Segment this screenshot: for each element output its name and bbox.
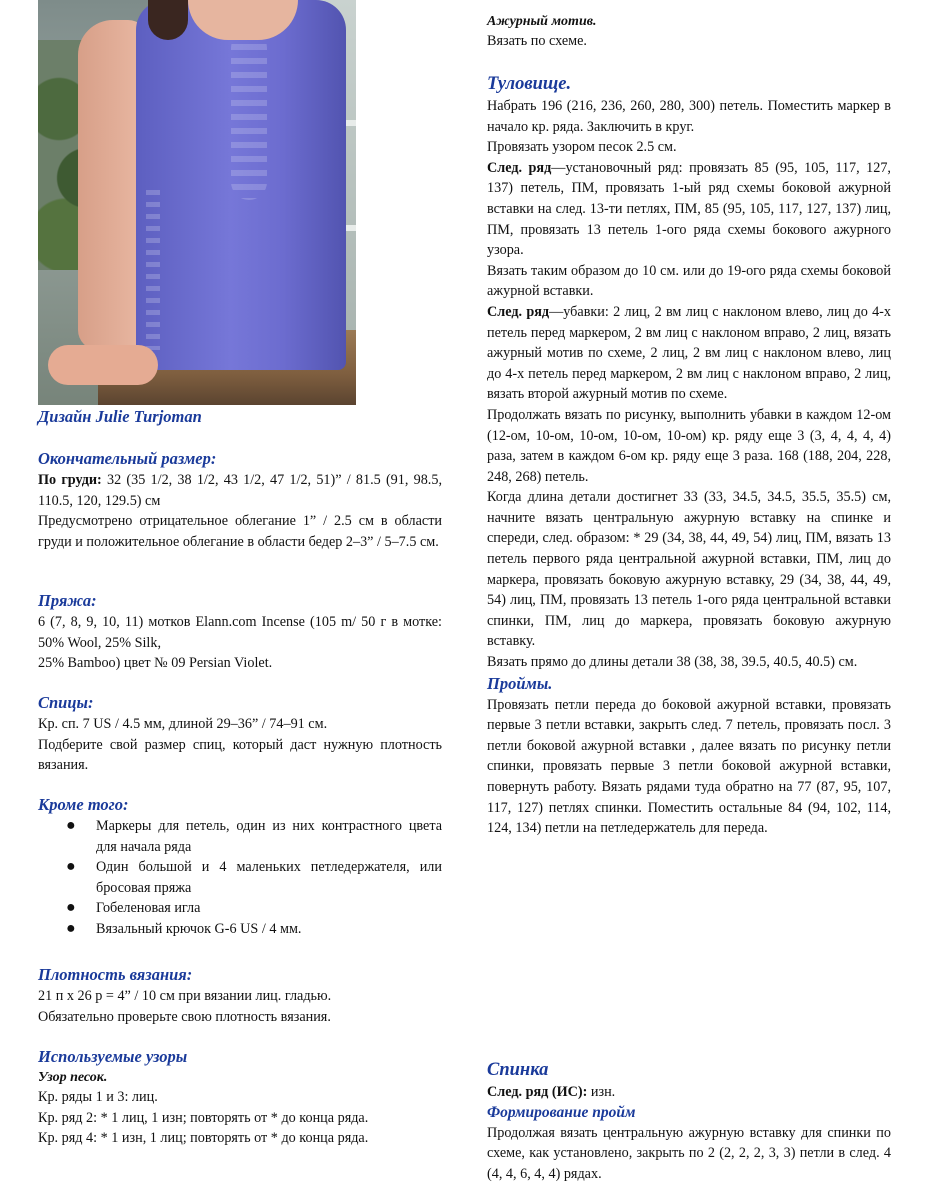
list-item: ● Гобеленовая игла — [38, 898, 442, 919]
size-section — [38, 448, 442, 552]
list-item: ● Вязальный крючок G-6 US / 4 мм. — [38, 919, 442, 940]
body-section — [487, 72, 891, 839]
gauge-section — [38, 964, 442, 1027]
back-section — [487, 1058, 891, 1184]
ease-note: Предусмотрено отрицательное облегание 1” / 2.5 см в области груди и положительное облегание в области бедер 2–3” / 5–7.5 см. — [38, 513, 442, 550]
designer-credit: Дизайн Julie Turjoman — [38, 407, 202, 426]
seed-row-1-3: Кр. ряды 1 и 3: лиц. — [38, 1089, 158, 1105]
needles-section — [38, 692, 442, 776]
body-para-1: Набрать 196 (216, 236, 260, 280, 300) петель. Поместить маркер в начало кр. ряда. Заключить в круг. — [487, 98, 891, 135]
body-para-7: Когда длина детали достигнет 33 (33, 34.5, 34.5, 35.5, 35.5) см, начните вязать центральную ажурную вставку на спинке и спереди, след. образом: * 29 (34, 38, 44, 49, 54) лиц, ПМ, вязать 13 петель первого ряда центральной ажурной вставки, ПМ, лиц до маркера, провязать боковую ажурную вставку, 29 (34, 38, 44, 49, 54) лиц, ПМ, провязать 13 петель 1-ого ряда центральной вставки спинки, ПМ, лиц до маркера, провязать боковую ажурную вставку. — [487, 489, 891, 650]
back-heading: Спинка — [487, 1060, 549, 1080]
list-item: ● Один большой и 4 маленьких петледержателя, или бросовая пряжа — [66, 858, 442, 896]
extras-list — [38, 816, 442, 940]
bullet-icon: ● — [66, 919, 76, 937]
needles-line-2: Подберите свой размер спиц, который даст нужную плотность вязания. — [38, 736, 442, 774]
yarn-line-1: 6 (7, 8, 9, 10, 11) мотков Elann.com Incense (105 m/ 50 г в мотке: 50% Wool, 25% Silk, — [38, 614, 442, 651]
yarn-heading: Пряжа: — [38, 591, 97, 610]
body-para-5: След. ряд—убавки: 2 лиц, 2 вм лиц с наклоном влево, лиц до 4-х петель перед маркером, 2 вм лиц с наклоном вправо, 2 лиц, вязать ажурный мотив по схеме, 2 лиц, 2 вм лиц с наклоном влево, лиц до 4-х петель перед маркером, 2 вм лиц с наклоном вправо, 2 лиц, вязать второй ажурный мотив по схеме. — [487, 303, 891, 403]
gauge-heading: Плотность вязания: — [38, 965, 193, 984]
yarn-section — [38, 590, 442, 674]
lace-motif-subheading: Ажурный мотив. — [487, 14, 597, 29]
seed-row-2: Кр. ряд 2: * 1 лиц, 1 изн; повторять от * до конца ряда. — [38, 1109, 369, 1126]
body-para-8: Вязать прямо до длины детали 38 (38, 38, 39.5, 40.5, 40.5) см. — [487, 654, 858, 671]
body-para-4: Вязать таким образом до 10 см. или до 19-ого ряда схемы боковой ажурной вставки. — [487, 262, 891, 300]
seed-row-4: Кр. ряд 4: * 1 изн, 1 лиц; повторять от * до конца ряда. — [38, 1130, 369, 1147]
size-heading: Окончательный размер: — [38, 449, 217, 468]
garment-photo — [38, 0, 356, 405]
extras-section — [38, 794, 442, 940]
armholes-para: Провязать петли переда до боковой ажурной вставки, провязать первые 3 петли вставки, закрыть след. 7 петель, провязать посл. 3 петли боковой ажурной вставки , далее вязать по рисунку петли спинки, провязать первые 3 петли боковой ажурной вставки, повернуть работу. Вязать рядами туда обратно на 77 (87, 95, 107, 117, 127) петлях спинки. Поместить остальные 84 (94, 102, 114, 124, 134) петли на петледержатель для переда. — [487, 696, 891, 837]
bullet-icon: ● — [66, 858, 76, 876]
seed-stitch-subheading: Узор песок. — [38, 1070, 108, 1085]
list-item: ● Маркеры для петель, один из них контрастного цвета для начала ряда — [66, 817, 442, 855]
body-para-6: Продолжать вязать по рисунку, выполнить убавки в каждом 12-ом (12-ом, 10-ом, 10-ом, 10-ом, 10-ом) кр. ряду еще 3 (3, 4, 4, 4, 4) раза, затем в каждом 6-ом кр. ряду еще 3 раза. 168 (188, 204, 228, 248, 268) петель. — [487, 406, 891, 485]
armhole-shaping-para: Продолжая вязать центральную ажурную вставку для спинки по схеме, как установлено, закрыть по 2 (2, 2, 2, 3, 3) петли в след. 4 (4, 4, 6, 4, 4) рядах. — [487, 1124, 891, 1182]
bust-value: 32 (35 1/2, 38 1/2, 43 1/2, 47 1/2, 51)” / 81.5 (91, 98.5, 110.5, 120, 129.5) см — [38, 472, 442, 509]
body-para-3: След. ряд—установочный ряд: провязать 85 (95, 105, 117, 127, 137) петель, ПМ, провязать 1-ый ряд схемы боковой ажурной вставки на след. 13-ти петлях, ПМ, 85 (95, 105, 117, 127, 137) лиц, ПМ, провязать 13 петель 1-ого ряда схемы бокового ажурного узора. — [487, 159, 891, 259]
armholes-heading: Проймы. — [487, 673, 553, 693]
bust-text — [38, 470, 442, 511]
lace-motif-section — [487, 12, 891, 52]
gauge-line-1: 21 п х 26 р = 4” / 10 см при вязании лиц. гладью. — [38, 988, 332, 1004]
armhole-shaping-heading: Формирование пройм — [487, 1103, 636, 1121]
lace-motif-text: Вязать по схеме. — [487, 33, 587, 49]
needles-line-1: Кр. сп. 7 US / 4.5 мм, длиной 29–36” / 74–91 см. — [38, 716, 328, 732]
body-heading: Туловище. — [487, 74, 572, 94]
patterns-heading: Используемые узоры — [38, 1047, 188, 1066]
yarn-line-2: 25% Bamboo) цвет № 09 Persian Violet. — [38, 655, 273, 672]
extras-heading: Кроме того: — [38, 795, 129, 814]
body-para-2: Провязать узором песок 2.5 см. — [487, 139, 677, 156]
back-row: След. ряд (ИС): изн. — [487, 1084, 616, 1100]
patterns-section — [38, 1046, 442, 1149]
gauge-line-2: Обязательно проверьте свою плотность вязания. — [38, 1008, 331, 1025]
bust-label: По груди: — [38, 472, 102, 488]
bullet-icon: ● — [66, 817, 76, 834]
bullet-icon: ● — [66, 899, 76, 917]
needles-heading: Спицы: — [38, 693, 94, 712]
